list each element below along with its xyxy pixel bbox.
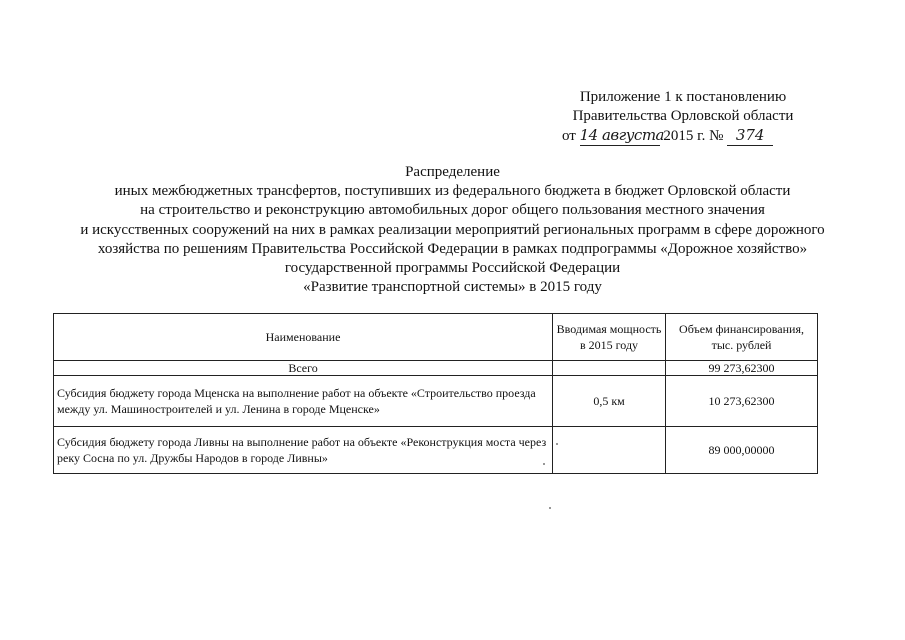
distribution-table xyxy=(53,313,818,474)
handwritten-date: 14 августа xyxy=(579,126,664,144)
appendix-line-2: Правительства Орловской области xyxy=(572,108,794,124)
row-name: Субсидия бюджету города Ливны на выполнение работ на объекте «Реконструкция моста через реку Сосна по ул. Дружбы Народов в городе Ливны» xyxy=(54,427,553,474)
title-line: хозяйства по решениям Правительства Российской Федерации в рамках подпрограммы «Дорожное хозяйство» xyxy=(97,240,808,257)
appendix-line-1: Приложение 1 к постановлению xyxy=(579,89,787,105)
total-label: Всего xyxy=(54,361,553,376)
row-name: Субсидия бюджету города Мценска на выполнение работ на объекте «Строительство проезда между ул. Машиностроителей и ул. Ленина в городе Мценске» xyxy=(54,376,553,427)
table-header-row xyxy=(54,314,818,361)
handwritten-number: 374 xyxy=(727,126,773,146)
title-line: на строительство и реконструкцию автомобильных дорог общего пользования местного значения xyxy=(140,202,765,219)
title-line: и искусственных сооружений на них в рамках реализации мероприятий региональных программ в сфере дорожного xyxy=(80,221,825,238)
row-capacity: 0,5 км xyxy=(553,376,666,427)
row-financing: 89 000,00000 xyxy=(666,427,818,474)
title-line: «Развитие транспортной системы» в 2015 году xyxy=(303,279,602,296)
title-line: иных межбюджетных трансфертов, поступивших из федерального бюджета в бюджет Орловской области xyxy=(114,183,791,200)
date-suffix: 2015 г. № xyxy=(663,128,724,144)
document-title xyxy=(40,163,865,297)
table-total-row xyxy=(54,361,818,376)
title-line: государственной программы Российской Федерации xyxy=(284,260,621,277)
header-financing: Объем финансирования, тыс. рублей xyxy=(666,314,818,361)
title-line: Распределение xyxy=(405,164,500,180)
total-financing: 99 273,62300 xyxy=(666,361,818,376)
header-capacity: Вводимая мощность в 2015 году xyxy=(553,314,666,361)
appendix-header xyxy=(548,88,818,146)
scan-speck xyxy=(549,507,551,509)
appendix-date-line xyxy=(548,126,818,146)
table-row xyxy=(54,427,818,474)
row-capacity xyxy=(553,427,666,474)
scan-speck xyxy=(556,443,558,445)
date-prefix: от xyxy=(562,128,576,144)
total-capacity xyxy=(553,361,666,376)
header-name: Наименование xyxy=(54,314,553,361)
row-financing: 10 273,62300 xyxy=(666,376,818,427)
scan-speck xyxy=(543,463,545,465)
table-row xyxy=(54,376,818,427)
